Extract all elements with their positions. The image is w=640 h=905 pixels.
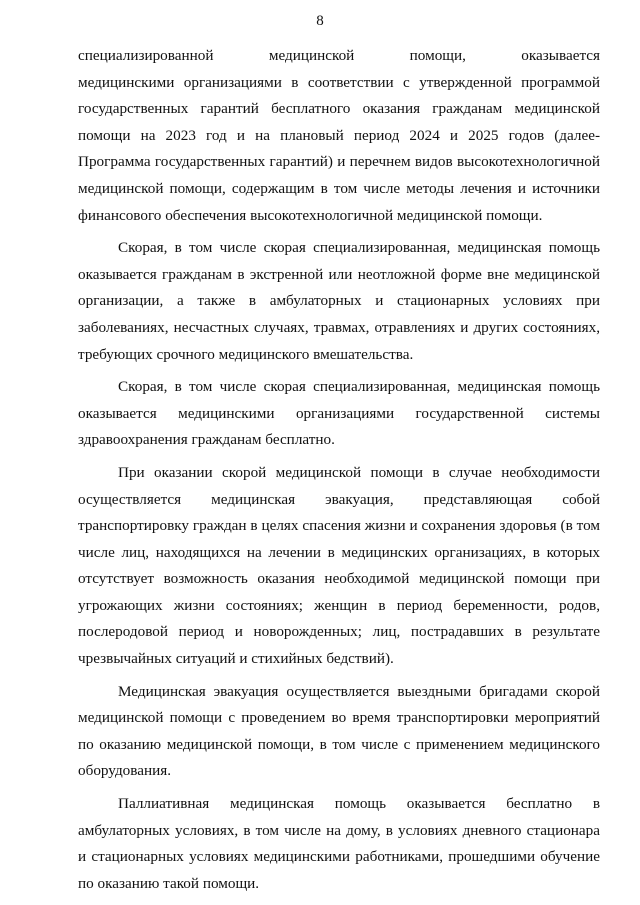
- text-line: государственных гарантий бесплатного оказания гражданам медицинской: [78, 100, 600, 118]
- text-line: медицинскими организациями в соответствии с утвержденной программой: [78, 73, 600, 91]
- text-line: Паллиативная медицинская помощь оказывается бесплатно в: [118, 795, 600, 813]
- text-line: медицинской помощи, содержащим в том числе методы лечения и источники: [78, 179, 600, 197]
- text-line: финансового обеспечения высокотехнологичной медицинской помощи.: [78, 206, 543, 224]
- text-line: отсутствует возможность оказания необходимой медицинской помощи при: [78, 570, 600, 588]
- text-line: требующих срочного медицинского вмешательства.: [78, 345, 414, 363]
- text-line: транспортировку граждан в целях спасения жизни и сохранения здоровья (в том: [78, 517, 600, 535]
- text-line: организации, а также в амбулаторных и стационарных условиях при: [78, 292, 600, 310]
- text-line: угрожающих жизни состояниях; женщин в период беременности, родов,: [78, 596, 600, 614]
- text-line: осуществляется медицинская эвакуация, представляющая собой: [78, 490, 600, 508]
- document-body: [78, 43, 600, 903]
- text-line: Скорая, в том числе скорая специализированная, медицинская помощь: [118, 239, 600, 257]
- text-line: чрезвычайных ситуаций и стихийных бедствий).: [78, 650, 394, 668]
- text-line: специализированной медицинской помощи, оказывается: [78, 47, 600, 64]
- paragraph: [78, 791, 600, 897]
- text-line: При оказании скорой медицинской помощи в случае необходимости: [118, 463, 600, 481]
- text-line: Программа государственных гарантий) и перечнем видов высокотехнологичной: [78, 153, 600, 171]
- paragraph: [78, 374, 600, 454]
- text-line: помощи на 2023 год и на плановый период 2024 и 2025 годов (далее-: [78, 126, 600, 144]
- text-line: здравоохранения гражданам бесплатно.: [78, 431, 335, 449]
- paragraph: [78, 679, 600, 785]
- text-line: оказывается гражданам в экстренной или неотложной форме вне медицинской: [78, 265, 600, 283]
- paragraph: [78, 460, 600, 673]
- text-line: числе лиц, находящихся на лечении в медицинских организациях, в которых: [78, 543, 600, 561]
- paragraph: [78, 43, 600, 229]
- text-line: оборудования.: [78, 762, 172, 780]
- text-line: послеродовой период и новорожденных; лиц, пострадавших в результате: [78, 623, 600, 641]
- text-line: заболеваниях, несчастных случаях, травмах, отравлениях и других состояниях,: [78, 318, 600, 336]
- text-line: Скорая, в том числе скорая специализированная, медицинская помощь: [118, 378, 600, 396]
- text-line: оказывается медицинскими организациями государственной системы: [78, 404, 600, 422]
- text-line: и стационарных условиях медицинскими работниками, прошедшими обучение: [78, 848, 600, 866]
- page-number: 8: [316, 13, 324, 29]
- text-line: по оказанию медицинской помощи, в том числе с применением медицинского: [78, 735, 600, 753]
- text-line: амбулаторных условиях, в том числе на дому, в условиях дневного стационара: [78, 821, 600, 839]
- text-line: по оказанию такой помощи.: [78, 874, 260, 892]
- text-line: медицинской помощи с проведением во время транспортировки мероприятий: [78, 709, 600, 727]
- paragraph: [78, 235, 600, 368]
- text-line: Медицинская эвакуация осуществляется выездными бригадами скорой: [118, 682, 600, 700]
